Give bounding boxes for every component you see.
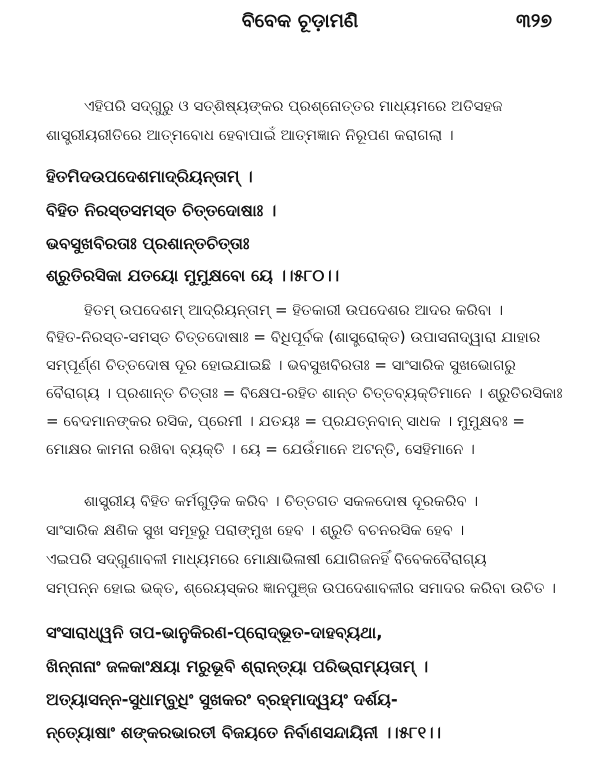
commentary-line: ବିହିତ-ନିରସ୍ତ-ସମସ୍ତ ଚିତ୍ତଦୋଷାଃ = ବିଧିପୂର୍ବକ (ଶାସ୍ତ୍ରୋକ୍ତ) ଉପାସନାଦ୍ୱାରା ଯାହାର [46, 328, 541, 346]
summary-line: ଏଇପରି ସଦ୍‌ଗୁଣାବଳୀ ମାଧ୍ୟମରେ ମୋକ୍ଷାଭିଳାଷୀ ଯୋଗିଜନହିଁ ବିବେକବୈରାଗ୍ୟ [46, 550, 487, 568]
verse-line: ଭବସୁଖବିରତାଃ ପ୍ରଶାନ୍ତଚିତ୍ତାଃ [46, 234, 250, 253]
page-number: ୩୨୭ [515, 10, 552, 32]
summary-line: ସମ୍ପନ୍ନ ହୋଇ ଭକ୍ତ, ଶ୍ରେୟସ୍କର ଜ୍ଞାନପୁଞ୍ଜ ଉପଦେଶାବଳୀର ସମାଦର କରିବା ଉଚିତ । [46, 579, 556, 597]
commentary-line: ମୋକ୍ଷର କାମନା ରଖିବା ବ୍ୟକ୍ତି । ୟେ = ଯେଉଁମାନେ ଅଟନ୍ତି, ସେହିମାନେ । [46, 440, 475, 458]
commentary-line: ହିତମ୍ ଉପଦେଶମ୍ ଆଦ୍ରିୟନ୍ତାମ୍ = ହିତକାରୀ ଉପଦେଶର ଆଦର କରିବା । [84, 301, 504, 319]
page-header [0, 10, 600, 40]
commentary-line: ବୈରାଗ୍ୟ । ପ୍ରଶାନ୍ତ ଚିତ୍ତାଃ = ବିକ୍ଷେପ-ରହିତ ଶାନ୍ତ ଚିତ୍ତବ୍ୟକ୍ତିମାନେ । ଶ୍ରୁତିରସିକାଃ [46, 384, 563, 402]
intro-line: ଏହିପରି ସଦ୍‌ଗୁରୁ ଓ ସତ୍‌ଶିଷ୍ୟଙ୍କର ପ୍ରଶ୍ନୋତ୍ତର ମାଧ୍ୟମରେ ଅତିସହଜ [84, 97, 503, 115]
verse-line: ହିତମିଦଉପଦେଶମାଦ୍ରିୟନ୍ତାମ୍ । [46, 167, 253, 186]
summary-line: ସାଂସାରିକ କ୍ଷଣିକ ସୁଖ ସମୂହରୁ ପରାଙ୍ମୁଖ ହେବ । ଶ୍ରୁତି ବଚନରସିକ ହେବ । [46, 521, 465, 539]
verse-line: ଖିନ୍ନାନାଂ ଜଳକାଂକ୍ଷୟା ମରୁଭୂବି ଶ୍ରାନ୍ତ୍ୟା ପରିଭ୍ରାମ୍ୟତାମ୍ । [46, 657, 429, 676]
verse-line: ଶ୍ରୁତିରସିକା ଯତୟୋ ମୁମୁକ୍ଷବୋ ୟେ ।।୫୮୦।। [46, 266, 340, 285]
intro-line: ଶାସ୍ତ୍ରୀୟରୀତିରେ ଆତ୍ମବୋଧ ହେବାପାଇଁ ଆତ୍ମଜ୍ଞାନ ନିରୂପଣ କରାଗଲା । [46, 126, 454, 144]
commentary-line: ସମ୍ପୂର୍ଣ୍ଣ ଚିତ୍ତଦୋଷ ଦୂର ହୋଇଯାଇଛି । ଭବସୁଖବିରତାଃ = ସାଂସାରିକ ସୁଖଭୋଗରୁ [46, 356, 516, 374]
verse-line: ସଂସାରାଧ୍ୱନି ତାପ-ଭାନୁକିରଣ-ପ୍ରୋଦ୍ଭୂତ-ଦାହବ୍ୟଥା, [46, 623, 383, 642]
commentary-line: = ବେଦମାନଙ୍କର ରସିକ, ପ୍ରେମୀ । ଯତୟଃ = ପ୍ରଯତ୍ନବାନ୍ ସାଧକ । ମୁମୁକ୍ଷବଃ = [46, 412, 525, 430]
verse-line: ବିହିତ ନିରସ୍ତସମସ୍ତ ଚିତ୍ତଦୋଷାଃ । [46, 201, 277, 220]
verse-line: ଅତ୍ୟାସନ୍ନ-ସୁଧାମ୍ବୁଧିଂ ସୁଖକରଂ ବ୍ରହ୍ମାଦ୍ୱୟଂ ଦର୍ଶୟ- [46, 690, 398, 709]
running-title: ବିବେକ ଚୂଡ଼ାମଣି [241, 10, 359, 32]
verse-line: ନ୍ତ୍ୟୋଷାଂ ଶଙ୍କରଭାରତୀ ବିଜୟତେ ନିର୍ବାଣସନ୍ଦାୟିନୀ ।।୫୮୧।। [46, 723, 442, 742]
summary-line: ଶାସ୍ତ୍ରୀୟ ବିହିତ କର୍ମଗୁଡ଼ିକ କରିବ । ଚିତ୍ତଗତ ସକଳଦୋଷ ଦୂରକରିବ । [84, 492, 479, 510]
